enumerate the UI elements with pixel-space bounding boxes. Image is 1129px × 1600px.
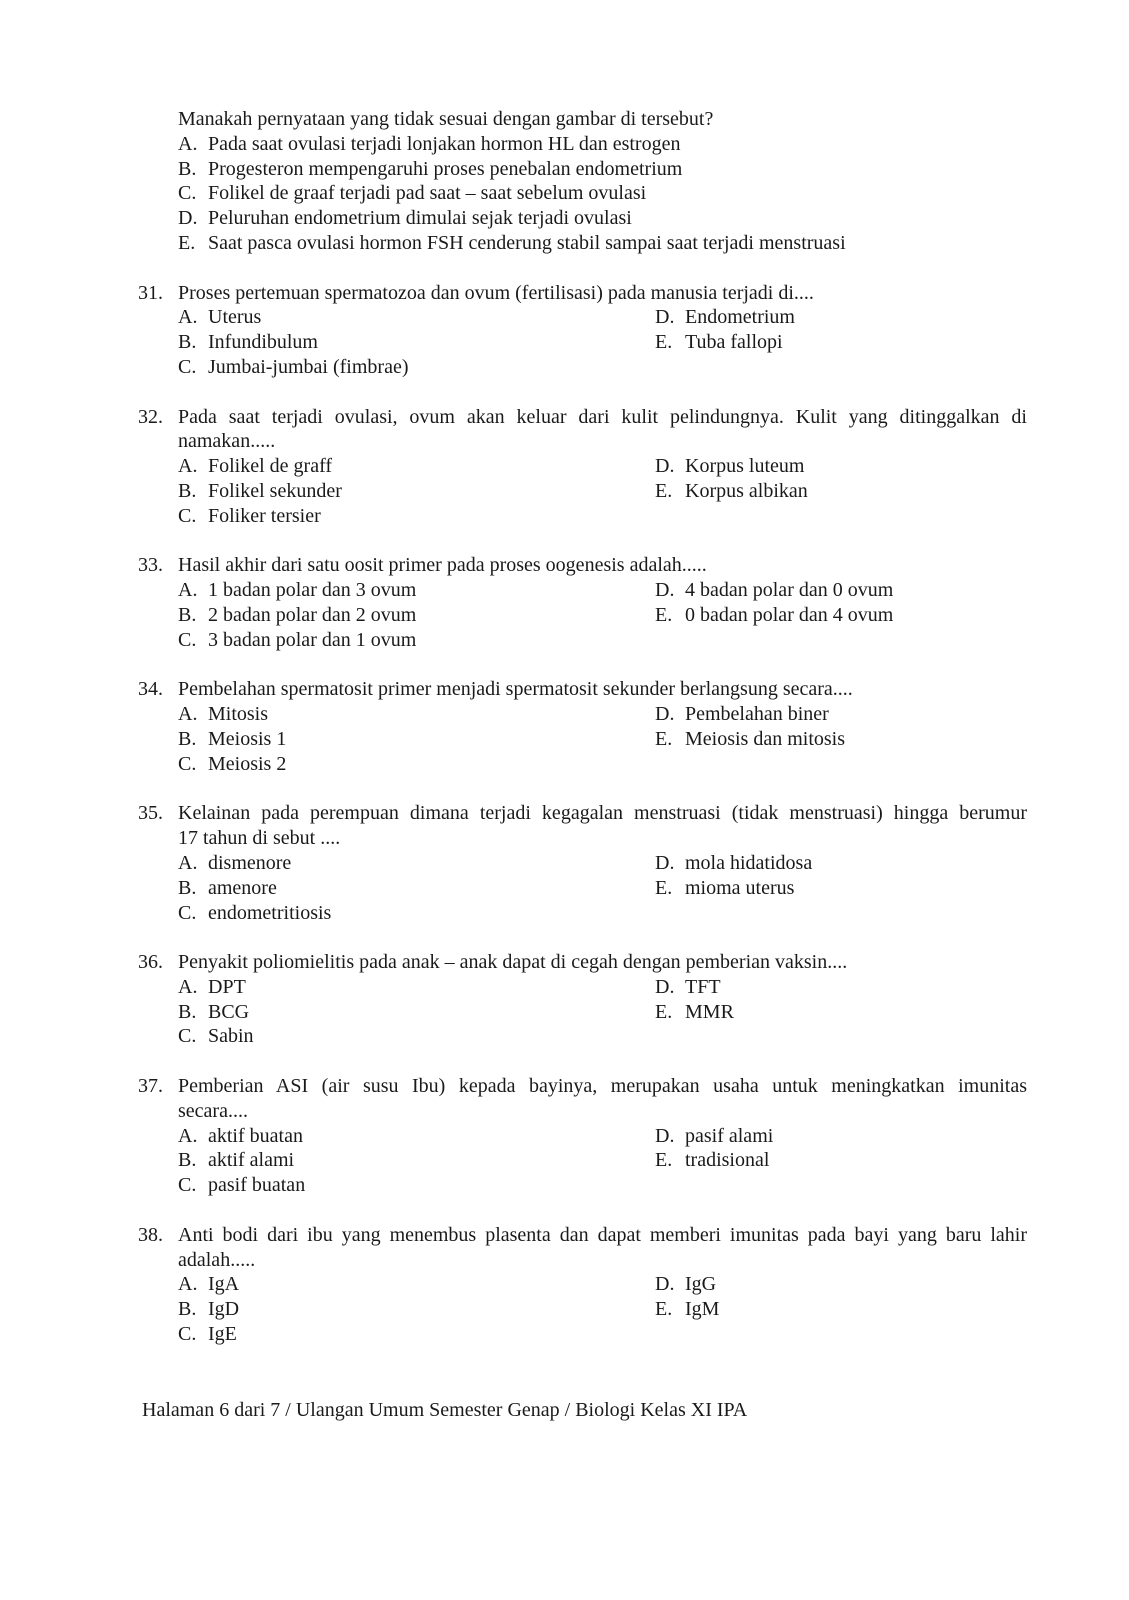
option-text: Jumbai-jumbai (fimbrae) — [208, 355, 409, 378]
option-letter: E. — [655, 603, 673, 626]
option-letter: B. — [178, 331, 197, 354]
answer-option — [655, 1000, 734, 1025]
answer-option — [178, 305, 261, 330]
option-text: 0 badan polar dan 4 ovum — [685, 603, 894, 626]
answer-option — [178, 1173, 305, 1198]
option-row — [0, 752, 1129, 777]
spacer — [0, 777, 1129, 802]
option-letter: C. — [178, 504, 197, 527]
option-row — [0, 901, 1129, 926]
option-letter: C. — [178, 1323, 197, 1346]
answer-option — [655, 603, 893, 628]
option-text: endometritiosis — [208, 901, 332, 924]
option-letter: E. — [655, 331, 673, 354]
option-letter: D. — [655, 579, 675, 602]
option-text: Meiosis 1 — [208, 727, 287, 750]
option-row — [0, 727, 1129, 752]
answer-option — [178, 181, 646, 206]
option-text: Endometrium — [685, 306, 795, 329]
option-letter: C. — [178, 355, 197, 378]
option-text: Meiosis 2 — [208, 752, 287, 775]
option-row — [0, 479, 1129, 504]
option-text: 1 badan polar dan 3 ovum — [208, 579, 417, 602]
answer-option — [178, 504, 321, 529]
option-letter: B. — [178, 1149, 197, 1172]
option-letter: C. — [178, 628, 197, 651]
question-number: 32. — [138, 405, 163, 428]
option-row — [0, 628, 1129, 653]
option-text: Sabin — [208, 1025, 254, 1048]
answer-option — [655, 975, 721, 1000]
option-letter: B. — [178, 876, 197, 899]
option-line — [0, 132, 1129, 157]
option-letter: A. — [178, 579, 198, 602]
option-letter: B. — [178, 479, 197, 502]
answer-option — [178, 1272, 239, 1297]
option-letter: E. — [655, 727, 673, 750]
answer-option — [178, 1000, 249, 1025]
spacer — [0, 380, 1129, 405]
question-text: Proses pertemuan spermatozoa dan ovum (fertilisasi) pada manusia terjadi di.... — [178, 281, 814, 304]
question-line — [0, 1099, 1129, 1124]
answer-option — [178, 231, 846, 256]
question-number: 35. — [138, 802, 163, 825]
option-text: 2 badan polar dan 2 ovum — [208, 603, 417, 626]
answer-option — [655, 305, 795, 330]
option-row — [0, 578, 1129, 603]
option-text: MMR — [685, 1000, 734, 1023]
answer-option — [178, 628, 416, 653]
answer-option — [178, 132, 680, 157]
question-line — [0, 429, 1129, 454]
answer-option — [178, 1024, 254, 1049]
answer-option — [655, 578, 893, 603]
option-text: DPT — [208, 975, 246, 998]
answer-option — [178, 330, 318, 355]
option-letter: B. — [178, 603, 197, 626]
spacer — [0, 925, 1129, 950]
question-text: Penyakit poliomielitis pada anak – anak dapat di cegah dengan pemberian vaksin.... — [178, 951, 848, 974]
option-text: pasif buatan — [208, 1174, 306, 1197]
option-text: 4 badan polar dan 0 ovum — [685, 579, 894, 602]
option-text: aktif buatan — [208, 1124, 303, 1147]
question-line — [0, 801, 1129, 826]
option-letter: B. — [178, 1298, 197, 1321]
question-text: Manakah pernyataan yang tidak sesuai dengan gambar di tersebut? — [178, 108, 714, 130]
option-letter: D. — [655, 306, 675, 329]
option-text: aktif alami — [208, 1149, 295, 1172]
option-text: Foliker tersier — [208, 504, 321, 527]
option-letter: E. — [178, 231, 196, 254]
option-letter: E. — [655, 1298, 673, 1321]
option-letter: A. — [178, 703, 198, 726]
option-letter: D. — [655, 455, 675, 478]
question-list — [0, 281, 1129, 1347]
option-row — [0, 702, 1129, 727]
option-row — [0, 1124, 1129, 1149]
option-row — [0, 1322, 1129, 1347]
option-text: Infundibulum — [208, 331, 318, 354]
option-text: mioma uterus — [685, 876, 795, 899]
option-letter: A. — [178, 1124, 198, 1147]
option-text: tradisional — [685, 1149, 770, 1172]
option-row — [0, 355, 1129, 380]
answer-option — [178, 1297, 239, 1322]
answer-option — [655, 330, 783, 355]
option-text: mola hidatidosa — [685, 851, 813, 874]
question-line — [0, 677, 1129, 702]
question-text: 17 tahun di sebut .... — [178, 827, 341, 850]
option-letter: A. — [178, 851, 198, 874]
option-text: Folikel de graaf terjadi pad saat – saat sebelum ovulasi — [208, 182, 647, 205]
option-text: Pada saat ovulasi terjadi lonjakan hormon HL dan estrogen — [208, 132, 681, 155]
question-block — [0, 801, 1129, 925]
answer-option — [655, 727, 845, 752]
option-row — [0, 1024, 1129, 1049]
option-row — [0, 305, 1129, 330]
answer-option — [655, 1272, 716, 1297]
question-text: adalah..... — [178, 1248, 256, 1271]
question-number: 34. — [138, 678, 163, 701]
option-text: Pembelahan biner — [685, 703, 829, 726]
question-block — [0, 1223, 1129, 1347]
option-row — [0, 851, 1129, 876]
option-letter: D. — [655, 1273, 675, 1296]
option-letter: C. — [178, 901, 197, 924]
option-letter: A. — [178, 975, 198, 998]
question-text: namakan..... — [178, 430, 276, 453]
option-letter: B. — [178, 1000, 197, 1023]
question-line — [0, 405, 1129, 430]
exam-page — [0, 107, 1129, 1347]
option-letter: E. — [655, 1149, 673, 1172]
option-text: Peluruhan endometrium dimulai sejak terjadi ovulasi — [208, 207, 632, 230]
answer-option — [178, 157, 682, 182]
answer-option — [178, 578, 416, 603]
question-number: 31. — [138, 281, 163, 304]
option-text: Korpus albikan — [685, 479, 808, 502]
answer-option — [655, 876, 794, 901]
answer-option — [655, 1124, 773, 1149]
option-line — [0, 181, 1129, 206]
option-line — [0, 231, 1129, 256]
option-row — [0, 454, 1129, 479]
answer-option — [178, 479, 342, 504]
option-text: IgM — [685, 1298, 720, 1321]
answer-option — [178, 876, 277, 901]
answer-option — [178, 851, 291, 876]
option-letter: A. — [178, 455, 198, 478]
question-number: 37. — [138, 1075, 163, 1098]
question-block — [0, 281, 1129, 380]
option-text: IgD — [208, 1298, 240, 1321]
option-letter: C. — [178, 182, 197, 205]
option-row — [0, 1297, 1129, 1322]
option-letter: D. — [655, 975, 675, 998]
option-text: BCG — [208, 1000, 250, 1023]
question-text: Pada saat terjadi ovulasi, ovum akan keluar dari kulit pelindungnya. Kulit yang ditinggalkan di — [178, 405, 1027, 428]
intro-question — [0, 107, 1129, 132]
answer-option — [178, 752, 286, 777]
question-number: 38. — [138, 1223, 163, 1246]
question-text: Pembelahan spermatosit primer menjadi spermatosit sekunder berlangsung secara.... — [178, 678, 853, 701]
intro-options — [0, 132, 1129, 256]
question-block — [0, 677, 1129, 776]
option-letter: A. — [178, 132, 198, 155]
option-text: IgE — [208, 1323, 237, 1346]
option-row — [0, 1272, 1129, 1297]
option-text: Tuba fallopi — [685, 331, 783, 354]
question-text: secara.... — [178, 1099, 248, 1122]
option-letter: D. — [655, 1124, 675, 1147]
question-line — [0, 281, 1129, 306]
question-line — [0, 1223, 1129, 1248]
option-letter: D. — [178, 207, 198, 230]
option-row — [0, 603, 1129, 628]
question-block — [0, 950, 1129, 1049]
option-letter: C. — [178, 1025, 197, 1048]
option-text: IgG — [685, 1273, 717, 1296]
option-text: 3 badan polar dan 1 ovum — [208, 628, 417, 651]
answer-option — [178, 355, 409, 380]
answer-option — [655, 479, 808, 504]
answer-option — [178, 1322, 237, 1347]
question-line — [0, 1248, 1129, 1273]
answer-option — [178, 901, 331, 926]
option-text: IgA — [208, 1273, 240, 1296]
option-text: amenore — [208, 876, 277, 899]
question-line — [0, 1074, 1129, 1099]
option-letter: E. — [655, 876, 673, 899]
option-text: Folikel de graff — [208, 455, 333, 478]
option-text: dismenore — [208, 851, 292, 874]
option-text: Meiosis dan mitosis — [685, 727, 846, 750]
spacer — [0, 1049, 1129, 1074]
spacer — [0, 1198, 1129, 1223]
option-line — [0, 206, 1129, 231]
option-text: pasif alami — [685, 1124, 774, 1147]
answer-option — [178, 603, 416, 628]
question-text: Kelainan pada perempuan dimana terjadi kegagalan menstruasi (tidak menstruasi) hingga berumur — [178, 802, 1027, 825]
spacer — [0, 653, 1129, 678]
option-text: Uterus — [208, 306, 262, 329]
question-text: Hasil akhir dari satu oosit primer pada proses oogenesis adalah..... — [178, 554, 707, 577]
spacer — [0, 529, 1129, 554]
page-footer: Halaman 6 dari 7 / Ulangan Umum Semester Genap / Biologi Kelas XI IPA — [142, 1399, 748, 1421]
option-row — [0, 504, 1129, 529]
question-number: 36. — [138, 951, 163, 974]
answer-option — [178, 1148, 294, 1173]
answer-option — [655, 454, 804, 479]
question-line — [0, 950, 1129, 975]
option-text: TFT — [685, 975, 721, 998]
option-letter: D. — [655, 703, 675, 726]
option-row — [0, 330, 1129, 355]
option-letter: E. — [655, 479, 673, 502]
answer-option — [655, 851, 812, 876]
option-text: Progesteron mempengaruhi proses penebalan endometrium — [208, 157, 683, 180]
option-letter: A. — [178, 306, 198, 329]
answer-option — [178, 1124, 303, 1149]
option-row — [0, 1173, 1129, 1198]
option-letter: C. — [178, 752, 197, 775]
option-letter: D. — [655, 851, 675, 874]
question-text: Pemberian ASI (air susu Ibu) kepada bayinya, merupakan usaha untuk meningkatkan imunitas — [178, 1075, 1027, 1098]
question-text: Anti bodi dari ibu yang menembus plasenta dan dapat memberi imunitas pada bayi yang baru lahir — [178, 1223, 1027, 1246]
option-row — [0, 975, 1129, 1000]
option-line — [0, 157, 1129, 182]
answer-option — [655, 1148, 769, 1173]
option-text: Folikel sekunder — [208, 479, 342, 502]
option-letter: B. — [178, 727, 197, 750]
option-letter: E. — [655, 1000, 673, 1023]
option-row — [0, 876, 1129, 901]
question-block — [0, 553, 1129, 652]
option-row — [0, 1000, 1129, 1025]
option-text: Saat pasca ovulasi hormon FSH cenderung stabil sampai saat terjadi menstruasi — [208, 231, 846, 254]
answer-option — [178, 727, 286, 752]
option-row — [0, 1148, 1129, 1173]
answer-option — [655, 1297, 719, 1322]
option-letter: B. — [178, 157, 197, 180]
answer-option — [178, 702, 268, 727]
question-block — [0, 405, 1129, 529]
option-letter: A. — [178, 1273, 198, 1296]
answer-option — [178, 975, 246, 1000]
option-text: Mitosis — [208, 703, 269, 726]
answer-option — [178, 454, 332, 479]
question-number: 33. — [138, 554, 163, 577]
option-letter: C. — [178, 1174, 197, 1197]
question-line — [0, 826, 1129, 851]
question-line — [0, 553, 1129, 578]
option-text: Korpus luteum — [685, 455, 805, 478]
question-block — [0, 1074, 1129, 1198]
answer-option — [655, 702, 829, 727]
answer-option — [178, 206, 632, 231]
